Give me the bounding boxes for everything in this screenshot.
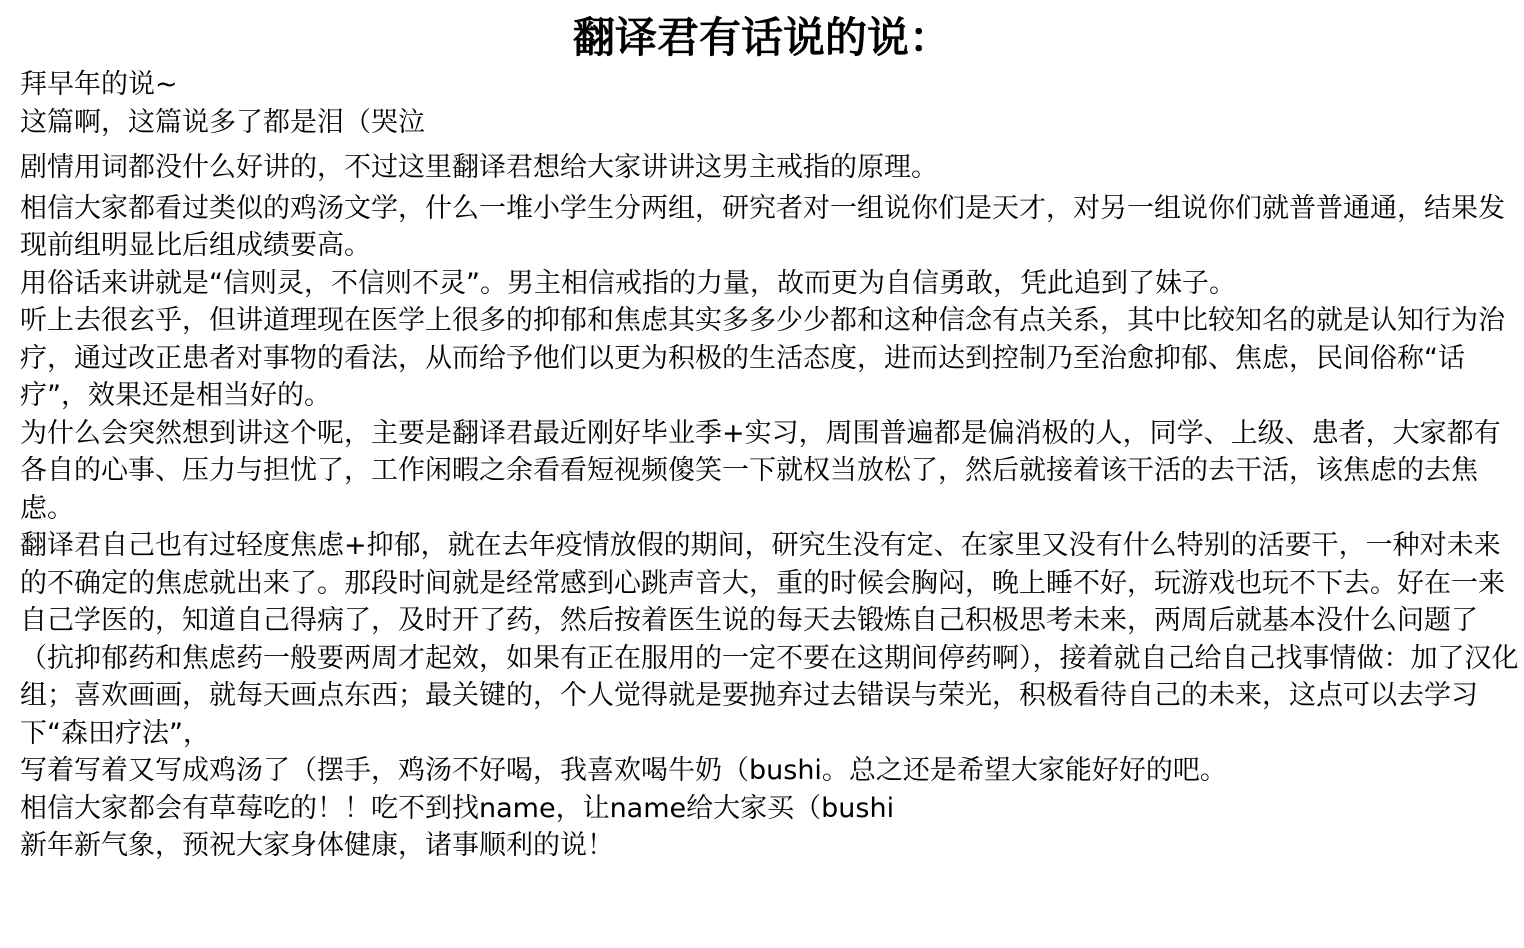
paragraph-greeting: 拜早年的说~ [20,69,178,100]
paragraph-chicken-soup: 写着写着又写成鸡汤了（摆手，鸡汤不好喝，我喜欢喝牛奶（bushi。总之还是希望大家能好好的吧。 [20,755,1227,786]
paragraph-experiment: 相信大家都看过类似的鸡汤文学，什么一堆小学生分两组，研究者对一组说你们是天才，对另一组说你们就普普通通，结果发现前组明显比后组成绩要高。 [20,192,1505,261]
paragraph-cbt: 听上去很玄乎，但讲道理现在医学上很多的抑郁和焦虑其实多多少少都和这种信念有点关系，其中比较知名的就是认知行为治疗，通过改正患者对事物的看法，从而给予他们以更为积极的生活态度，进而达到控制乃至治愈抑郁、焦虑，民间俗称“话疗”，效果还是相当好的。 [20,305,1505,411]
document-body [20,66,1520,865]
paragraph-ring-topic: 剧情用词都没什么好讲的，不过这里翻译君想给大家讲讲这男主戒指的原理。 [20,152,938,183]
page-title: 翻译君有话说的说： [572,13,951,62]
paragraph-new-year: 新年新气象，预祝大家身体健康，诸事顺利的说！ [20,830,614,861]
paragraph-intro: 这篇啊，这篇说多了都是泪（哭泣 [20,106,425,138]
paragraph-experience: 翻译君自己也有过轻度焦虑+抑郁，就在去年疫情放假的期间，研究生没有定、在家里又没有什么特别的活要干，一种对未来的不确定的焦虑就出来了。那段时间就是经常感到心跳声音大，重的时候会胸闷，晚上睡不好，玩游戏也玩不下去。好在一来自己学医的，知道自己得病了，及时开了药，然后按着医生说的每天去锻炼自己积极思考未来，两周后就基本没什么问题了（抗抑郁药和焦虑药一般要两周才起效，如果有正在服用的一定不要在这期间停药啊），接着就自己给自己找事情做：加了汉化组；喜欢画画，就每天画点东西；最关键的，个人觉得就是要抛弃过去错误与荣光，积极看待自己的未来，这点可以去学习下“森田疗法”， [20,530,1519,749]
paragraph-reason: 为什么会突然想到讲这个呢，主要是翻译君最近刚好毕业季+实习，周围普遍都是偏消极的人，同学、上级、患者，大家都有各自的心事、压力与担忧了，工作闲暇之余看看短视频傻笑一下就权当放松了，然后就接着该干活的去干活，该焦虑的去焦虑。 [20,417,1501,524]
paragraph-strawberry: 相信大家都会有草莓吃的！！吃不到找name，让name给大家买（bushi [20,792,895,824]
paragraph-belief: 用俗话来讲就是“信则灵，不信则不灵”。男主相信戒指的力量，故而更为自信勇敢，凭此追到了妹子。 [20,267,1236,299]
